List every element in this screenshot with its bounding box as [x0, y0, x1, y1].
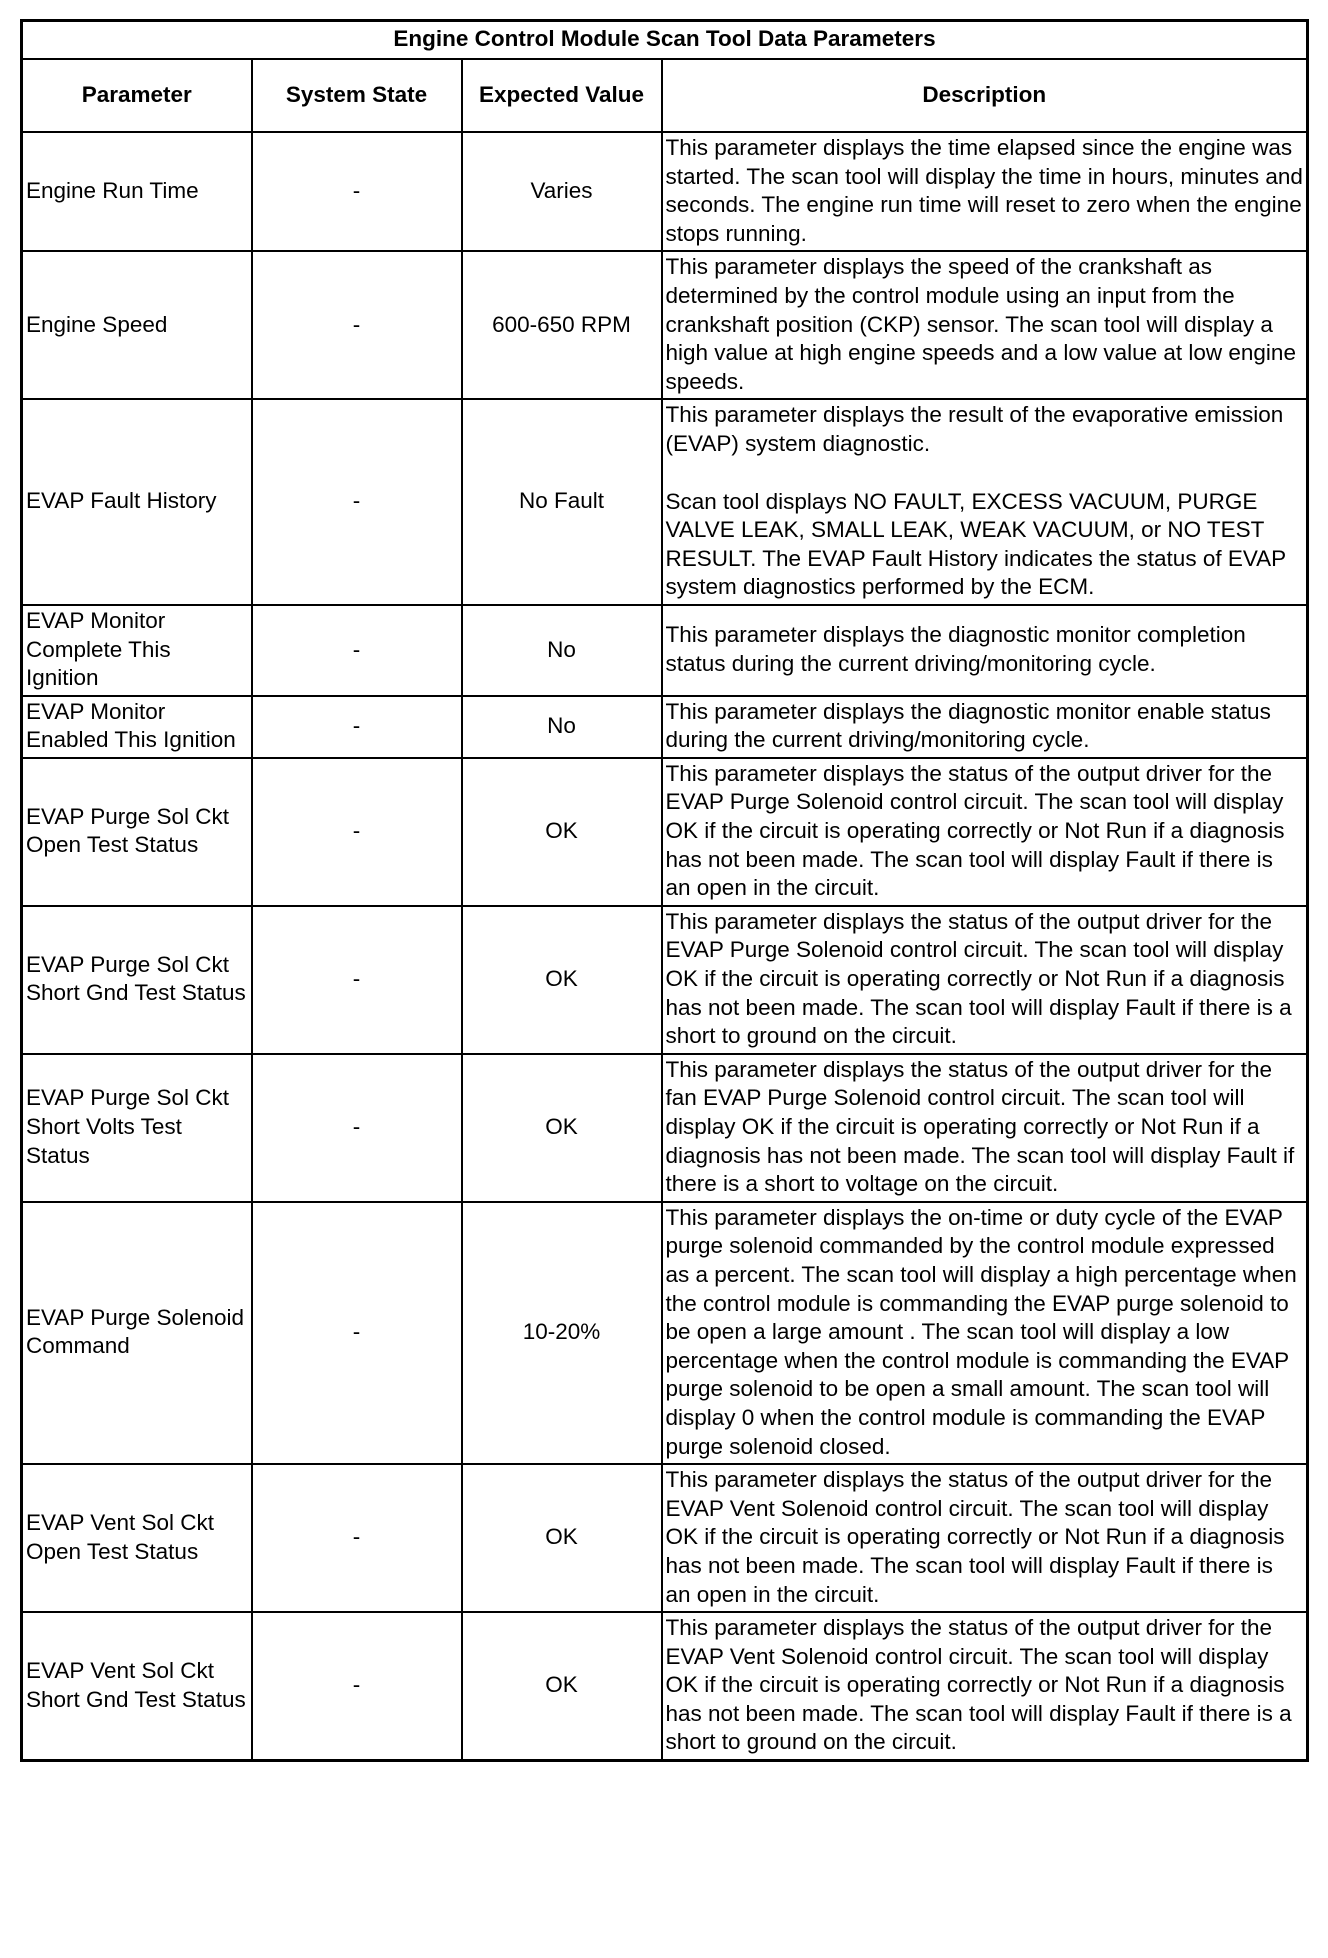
- description-paragraph: This parameter displays the status of the output driver for the EVAP Purge Solenoid control circuit. The scan tool will display OK if the circuit is operating correctly or Not Run if a diagnosis has not been made. The scan tool will display Fault if there is an open in the circuit.: [665, 760, 1285, 901]
- row-description: [662, 696, 1308, 758]
- row-system-state: -: [252, 1612, 462, 1760]
- row-description: [662, 1054, 1308, 1202]
- table-body: [22, 132, 1308, 1761]
- row-expected-value: OK: [462, 906, 662, 1054]
- table-row: [22, 399, 1308, 605]
- row-description: [662, 1202, 1308, 1464]
- description-paragraph: This parameter displays the status of the output driver for the EVAP Vent Solenoid control circuit. The scan tool will display OK if the circuit is operating correctly or Not Run if a diagnosis has not been made. The scan tool will display Fault if there is a short to ground on the circuit.: [665, 1615, 1292, 1755]
- paragraph-gap: [666, 459, 1304, 488]
- row-system-state: -: [252, 399, 462, 605]
- row-system-state: -: [252, 605, 462, 696]
- row-description: [662, 906, 1308, 1054]
- description-paragraph: This parameter displays the diagnostic monitor enable status during the current driving/monitoring cycle.: [665, 698, 1271, 753]
- row-parameter: EVAP Monitor Complete This Ignition: [22, 605, 252, 696]
- row-parameter: EVAP Fault History: [22, 399, 252, 605]
- scan-tool-data-table: [20, 19, 1309, 1762]
- row-expected-value: OK: [462, 1464, 662, 1612]
- row-parameter: EVAP Vent Sol Ckt Short Gnd Test Status: [22, 1612, 252, 1760]
- row-description: [662, 251, 1308, 399]
- description-paragraph: This parameter displays the on-time or duty cycle of the EVAP purge solenoid commanded by the control module expressed as a percent. The scan tool will display a high percentage when the control module is commanding the EVAP purge solenoid to be open a large amount . The scan tool will display a low percentage when the control module is commanding the EVAP purge solenoid to be open a small amount. The scan tool will display 0 when the control module is commanding the EVAP purge solenoid closed.: [665, 1204, 1297, 1459]
- description-paragraph: This parameter displays the time elapsed since the engine was started. The scan tool will display the time in hours, minutes and seconds. The engine run time will reset to zero when the engine stops running.: [665, 135, 1303, 246]
- table-row: [22, 1054, 1308, 1202]
- row-expected-value: OK: [462, 758, 662, 906]
- table-row: [22, 696, 1308, 758]
- row-system-state: -: [252, 1202, 462, 1464]
- row-system-state: -: [252, 758, 462, 906]
- row-description: [662, 399, 1308, 605]
- row-system-state: -: [252, 132, 462, 251]
- header-row: [22, 59, 1308, 132]
- row-description: [662, 1612, 1308, 1760]
- description-paragraph: This parameter displays the status of the output driver for the fan EVAP Purge Solenoid control circuit. The scan tool will display OK if the circuit is operating correctly or Not Run if a diagnosis has not been made. The scan tool will display Fault if there is a short to voltage on the circuit.: [665, 1056, 1295, 1197]
- table-row: [22, 251, 1308, 399]
- row-system-state: -: [252, 906, 462, 1054]
- table-title: Engine Control Module Scan Tool Data Parameters: [22, 21, 1308, 60]
- row-expected-value: No: [462, 605, 662, 696]
- row-parameter: EVAP Purge Sol Ckt Short Volts Test Status: [22, 1054, 252, 1202]
- row-system-state: -: [252, 1464, 462, 1612]
- row-parameter: EVAP Vent Sol Ckt Open Test Status: [22, 1464, 252, 1612]
- row-system-state: -: [252, 696, 462, 758]
- table-row: [22, 758, 1308, 906]
- table-row: [22, 1464, 1308, 1612]
- description-paragraph: This parameter displays the diagnostic monitor completion status during the current driving/monitoring cycle.: [665, 622, 1246, 676]
- table-row: [22, 906, 1308, 1054]
- row-expected-value: OK: [462, 1054, 662, 1202]
- row-parameter: EVAP Purge Solenoid Command: [22, 1202, 252, 1464]
- description-paragraph: This parameter displays the result of the evaporative emission (EVAP) system diagnostic.: [665, 402, 1284, 456]
- row-parameter: Engine Speed: [22, 251, 252, 399]
- row-expected-value: Varies: [462, 132, 662, 251]
- row-expected-value: OK: [462, 1612, 662, 1760]
- table-row: [22, 1202, 1308, 1464]
- table-row: [22, 605, 1308, 696]
- row-description: [662, 605, 1308, 696]
- description-paragraph: This parameter displays the status of the output driver for the EVAP Vent Solenoid control circuit. The scan tool will display OK if the circuit is operating correctly or Not Run if a diagnosis has not been made. The scan tool will display Fault if there is an open in the circuit.: [665, 1467, 1285, 1607]
- row-parameter: Engine Run Time: [22, 132, 252, 251]
- row-expected-value: No Fault: [462, 399, 662, 605]
- row-expected-value: No: [462, 696, 662, 758]
- table-row: [22, 1612, 1308, 1760]
- description-paragraph: This parameter displays the status of the output driver for the EVAP Purge Solenoid control circuit. The scan tool will display OK if the circuit is operating correctly or Not Run if a diagnosis has not been made. The scan tool will display Fault if there is a short to ground on the circuit.: [665, 908, 1292, 1049]
- row-parameter: EVAP Purge Sol Ckt Open Test Status: [22, 758, 252, 906]
- row-description: [662, 132, 1308, 251]
- header-expected-value: Expected Value: [462, 59, 662, 132]
- row-system-state: -: [252, 1054, 462, 1202]
- row-parameter: EVAP Purge Sol Ckt Short Gnd Test Status: [22, 906, 252, 1054]
- row-parameter: EVAP Monitor Enabled This Ignition: [22, 696, 252, 758]
- header-parameter: Parameter: [22, 59, 252, 132]
- row-system-state: -: [252, 251, 462, 399]
- description-paragraph: Scan tool displays NO FAULT, EXCESS VACUUM, PURGE VALVE LEAK, SMALL LEAK, WEAK VACUUM, or NO TEST RESULT. The EVAP Fault History indicates the status of EVAP system diagnostics performed by the ECM.: [665, 488, 1286, 600]
- description-paragraph: This parameter displays the speed of the crankshaft as determined by the control module using an input from the crankshaft position (CKP) sensor. The scan tool will display a high value at high engine speeds and a low value at low engine speeds.: [665, 254, 1296, 394]
- header-description: Description: [662, 59, 1308, 132]
- row-description: [662, 758, 1308, 906]
- row-expected-value: 600-650 RPM: [462, 251, 662, 399]
- table-row: [22, 132, 1308, 251]
- header-system-state: System State: [252, 59, 462, 132]
- row-description: [662, 1464, 1308, 1612]
- row-expected-value: 10-20%: [462, 1202, 662, 1464]
